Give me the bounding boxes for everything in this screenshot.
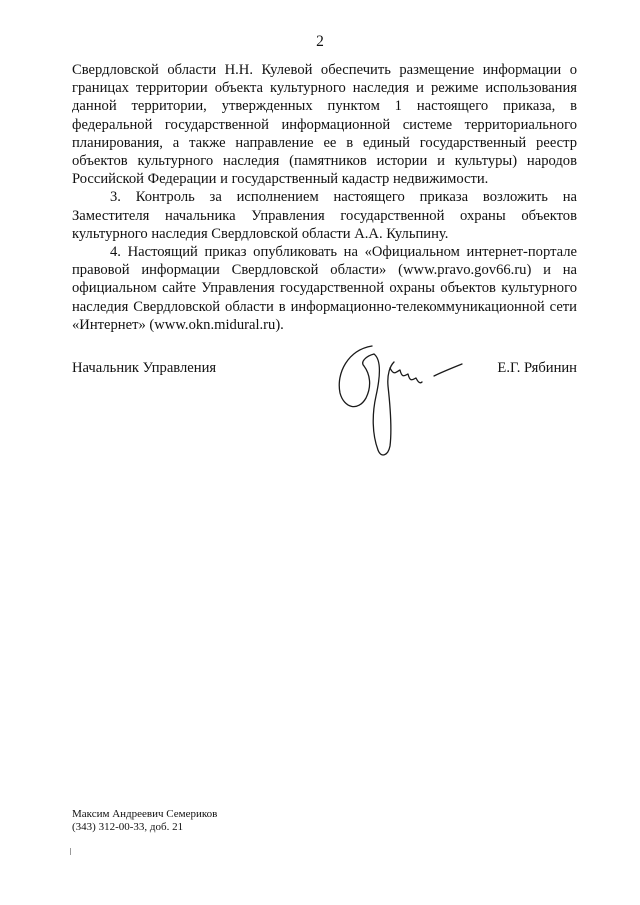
document-body [72, 61, 577, 334]
signature-block [72, 360, 577, 382]
page-number: 2 [316, 33, 324, 50]
executor-name: Максим Андреевич Семериков [72, 808, 218, 820]
paragraph-item-3: 3. Контроль за исполнением настоящего приказа возложить на Заместителя начальника Управления государственной охраны объектов культурного наследия Свердловской области А.А. Кульпину. [72, 189, 577, 242]
executor-info [72, 808, 217, 834]
executor-phone: (343) 312-00-33, доб. 21 [72, 821, 184, 833]
handwritten-signature [330, 338, 480, 463]
signer-name: Е.Г. Рябинин [497, 360, 577, 376]
scan-edge-mark [70, 848, 71, 855]
paragraph-item-4: 4. Настоящий приказ опубликовать на «Официальном интернет-портале правовой информации Свердловской области» (www.pravo.gov66.ru) и на официальном сайте Управления государственной охраны объектов культурного наследия Свердловской области в информационно-телекоммуникационной сети «Интернет» (www.okn.midural.ru). [72, 244, 577, 333]
signer-position: Начальник Управления [72, 360, 217, 376]
paragraph-continuation: Свердловской области Н.Н. Кулевой обеспечить размещение информации о границах территории объекта культурного наследия и режиме использования данной территории, утвержденных пунктом 1 настоящего приказа, в федеральной государственной информационной системе территориального планирования, а также направление ее в единый государственный реестр объектов культурного наследия (памятников истории и культуры) народов Российской Федерации и государственный кадастр недвижимости. [72, 62, 577, 188]
